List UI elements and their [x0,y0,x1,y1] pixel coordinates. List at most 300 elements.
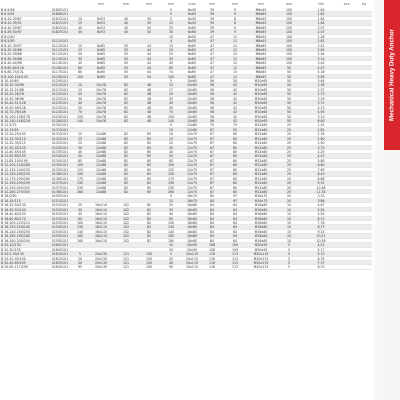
table-cell: 82 [123,172,129,176]
table-cell: M12x80 [254,132,268,136]
table-cell: 6x45 [188,16,196,21]
table-cell: 10x78 [96,92,106,96]
table-cell: 1,62 [317,12,325,16]
table-cell: 16x110 [94,238,108,243]
table-cell: 100 [285,12,293,16]
table-cell: 12 [232,47,238,52]
table-cell: 102 [122,216,130,220]
table-cell: 82 [123,167,129,172]
table-cell: 25 [286,167,292,172]
table-cell: 60 [77,65,83,70]
table-cell: 50 [286,105,292,110]
table-cell: 47 [209,52,215,56]
table-cell: 20x115 [185,265,199,269]
table-cell: 82 [123,141,129,145]
table-cell: 40 [123,30,129,34]
table-cell: 82 [146,238,152,243]
table-cell [114,35,138,38]
table-cell: 116 [208,256,216,260]
table-cell: 55 [123,61,129,65]
table-cell: 25 [286,123,292,127]
table-cell: 116 [208,260,216,265]
table-cell: 20 [77,256,83,260]
product-code: B 8-100-104/145 [1,74,28,78]
table-cell: 82 [123,163,129,167]
table-cell: 01302101 [51,123,69,127]
table-cell: M10x65 [254,110,268,114]
table-cell: 01200101 [51,79,69,83]
table-cell: 4,95 [317,110,325,114]
table-cell: 80 [232,163,238,167]
table-cell: 10x65 [187,79,197,83]
table-cell [138,243,160,246]
table-cell: 64 [232,234,238,238]
table-cell: 01555101 [51,238,69,243]
table-cell: 100 [76,163,84,167]
table-cell: 180 [167,238,175,243]
table-cell: 56 [209,87,215,92]
table-cell: 15 [77,87,83,92]
table-cell: 116 [208,265,216,269]
table-cell: 67 [209,181,215,185]
table-cell: 48 [146,110,152,114]
table-cell: 48 [146,101,152,105]
table-cell: 10 [286,225,292,229]
table-cell: 82 [123,132,129,136]
table-cell: 62 [123,114,129,118]
table-cell: 56 [209,101,215,105]
table-cell: 5,10 [317,114,325,118]
table-cell: 80 [232,150,238,154]
table-cell: 01335101 [51,150,69,154]
table-cell [138,128,160,131]
table-cell: 48 [146,96,152,101]
table-cell: 01620101 [51,260,69,265]
table-cell: M16x80 [254,203,268,207]
product-code: B 10-40-51/126 [1,101,26,105]
table-cell: 67 [209,132,215,136]
table-cell: M10x65 [254,96,268,101]
table-cell: 01515101 [51,203,69,207]
table-cell: 01375101 [51,185,69,189]
table-cell: 84 [209,229,215,234]
table-cell: 100 [285,47,293,52]
table-cell: M12x80 [254,154,268,158]
product-code: B 6-49-50/97 [1,30,22,34]
table-cell: 84 [209,225,215,229]
table-cell: M6x65 [255,12,267,16]
table-cell: 109 [231,247,239,252]
table-cell: 01605101 [51,247,69,252]
table-cell: 12x75 [187,163,197,167]
table-cell: 47 [209,47,215,52]
table-cell: 42 [232,118,238,123]
table-cell: 8,88 [317,176,325,181]
table-cell: 113 [231,260,239,265]
table-cell: 100 [285,16,293,21]
header-cell: mm [231,2,239,6]
table-cell: 20x115 [185,252,199,256]
table-cell: 16x110 [94,221,108,225]
table-cell: 82 [146,207,152,212]
table-cell: 20 [77,141,83,145]
table-cell: 30 [77,145,83,149]
table-cell: 62 [123,83,129,87]
table-cell: 121 [122,256,130,260]
table-cell: 20 [168,52,174,56]
table-cell: 165 [167,234,175,238]
table-cell: 25 [286,172,292,176]
table-cell: 48 [146,105,152,110]
table-cell: M16x80 [254,212,268,216]
table-cell: 8x65 [97,70,105,74]
table-cell: 113 [231,252,239,256]
table-cell: 80 [232,158,238,163]
table-cell: 62 [123,92,129,96]
table-cell: 1,81 [317,127,325,132]
table-cell: 12x75 [187,181,197,185]
table-cell: 102 [122,203,130,207]
table-cell: 16x75 [187,194,197,198]
table-cell: 10 [286,221,292,225]
table-cell: 39 [209,8,215,12]
table-cell: 62 [123,105,129,110]
table-cell: 260 [76,189,84,194]
table-cell: 01815101 [51,16,69,21]
table-cell: M12x80 [254,141,268,145]
table-cell: 10 [286,203,292,207]
table-cell: 140 [76,118,84,123]
table-cell: 8x65 [188,65,196,70]
table-cell: 48 [146,114,152,118]
table-cell: 35 [146,21,152,25]
table-cell: 100 [167,163,175,167]
table-cell: 01115101 [51,43,69,47]
table-cell: 140 [76,229,84,234]
header-cell: mm [97,2,105,6]
side-title: Mechanical Heavy Duty Anchor [388,29,396,121]
table-cell: 3,64 [317,79,325,83]
table-cell: 10x65 [187,101,197,105]
table-cell: 5 [169,123,173,127]
table-cell: 12x88 [96,154,106,158]
table-cell: 01545101 [51,229,69,234]
table-cell: 01505101 [51,194,69,198]
table-cell: 50 [286,118,292,123]
table-cell [72,248,88,251]
table-cell: 6x45 [188,21,196,25]
table-cell: 56 [209,79,215,83]
table-cell [88,123,114,126]
table-cell: 01110101 [51,39,69,43]
table-cell: 01806151 [51,12,69,16]
product-code: B 16-40-60/150 [1,212,26,216]
table-cell: 01315101 [51,132,69,136]
table-cell: 62 [123,101,129,105]
table-cell [72,79,88,82]
table-cell [88,199,114,202]
table-cell: 15 [168,21,174,25]
table-cell: 01540101 [51,225,69,229]
table-cell: 16x80 [187,221,197,225]
table-cell: 6x53 [97,30,105,34]
table-cell: M6x65 [255,25,267,30]
table-cell: M20x95 [254,243,268,247]
table-cell [72,199,88,202]
table-cell: 44 [146,47,152,52]
table-cell: 10 [168,243,174,247]
table-cell: 5 [169,252,173,256]
product-code: B 12-40-55/145 [1,150,26,154]
product-code: B 16-25-50/130 [1,203,26,207]
product-code: B 10-20-26/76 [1,92,24,96]
table-cell [114,248,138,251]
table-cell: 67 [209,185,215,189]
table-cell: 10x78 [96,87,106,92]
table-cell: 50 [286,92,292,96]
table-cell: 125 [167,167,175,172]
table-cell: 5 [169,16,173,21]
product-code: B 10-10/60 [1,79,19,83]
table-cell: 2,90 [317,141,325,145]
table-cell: 20 [77,52,83,56]
table-cell: 56 [209,105,215,110]
table-cell: 01225101 [51,96,69,101]
table-cell: 40 [77,260,83,265]
table-cell: 10 [286,207,292,212]
table-cell: 25 [286,145,292,149]
table-cell [114,12,138,15]
table-cell: 65 [146,141,152,145]
table-cell: 12 [232,56,238,61]
table-cell: 8x65 [97,52,105,56]
table-cell: 01365101 [51,176,69,181]
table-cell: 190 [76,181,84,185]
table-cell: 8x65 [97,65,105,70]
table-cell: 100 [145,265,153,269]
product-code: B 16-0/90 [1,194,17,198]
table-cell: 67 [209,141,215,145]
table-cell: 12x88 [96,181,106,185]
table-cell: 64 [232,229,238,234]
table-cell: 82 [146,203,152,207]
table-cell: 9 [233,12,237,16]
table-cell: 12 [232,52,238,56]
table-cell: 97 [232,198,238,203]
table-cell [88,39,114,42]
product-code: B 8-20-39/66 [1,52,22,56]
product-code: B 6-5/46 [1,8,15,12]
table-cell: 84 [209,216,215,220]
table-cell: 40 [168,260,174,265]
product-code: B 16-15/115 [1,198,21,203]
table-cell: 67 [209,136,215,141]
table-cell: 82 [123,154,129,158]
table-cell: 2,73 [317,92,325,96]
table-cell: 80 [232,176,238,181]
table-cell: 15 [168,43,174,47]
table-cell: 39 [209,30,215,34]
table-cell: 50 [286,74,292,78]
product-code: B 8-5/50 [1,39,15,43]
table-cell: 102 [122,221,130,225]
table-cell: 15 [168,198,174,203]
table-cell: 20 [286,198,292,203]
table-cell: 15 [168,47,174,52]
product-code: B 6-5/92 [1,12,15,16]
table-cell: 50 [286,110,292,114]
table-cell: 20x130 [94,256,108,260]
table-cell: 47 [209,70,215,74]
table-cell: 12x75 [187,189,197,194]
table-cell: 65 [146,158,152,163]
table-cell: 102 [122,212,130,216]
table-cell: M12x80 [254,167,268,172]
product-code: B 12-260-275/355 [1,189,30,194]
table-cell: 25 [286,132,292,136]
table-cell: 20x130 [94,265,108,269]
table-cell: 8x65 [97,43,105,47]
table-cell: 102 [122,229,130,234]
table-cell: 48 [146,87,152,92]
table-cell: 6x53 [97,25,105,30]
table-cell: 50 [77,105,83,110]
product-code: B 10-50-56/126 [1,105,26,110]
table-cell: 95 [168,265,174,269]
table-cell: 20x115 [185,256,199,260]
table-cell: 30 [168,96,174,101]
product-code: B 16-100-120/210 [1,221,30,225]
table-cell: 20 [168,92,174,96]
table-cell [138,123,160,126]
table-cell: 100 [76,74,84,78]
table-cell: 64 [232,203,238,207]
table-cell: 8x50 [188,34,196,39]
table-cell [114,243,138,246]
table-cell: M8x65 [255,52,267,56]
table-cell: 7,65 [317,167,325,172]
table-cell: 01230101 [51,101,69,105]
table-cell: 30 [168,247,174,252]
table-cell: M12x80 [254,181,268,185]
table-cell: 42 [232,87,238,92]
table-cell: 2,38 [317,83,325,87]
table-cell: 6x53 [97,21,105,25]
product-code: B 6-10-35/51 [1,21,22,25]
table-cell: 82 [146,234,152,238]
table-cell: 12 [232,74,238,78]
table-cell: M10x65 [254,105,268,110]
table-cell: 140 [167,118,175,123]
table-cell [48,35,72,38]
table-cell: 2,07 [317,30,325,34]
table-cell: 113 [231,256,239,260]
table-cell: 1,60 [317,8,325,12]
table-cell: 10x78 [96,83,106,87]
table-cell: 01250101 [51,114,69,118]
table-cell: 82 [146,212,152,216]
table-cell: 25 [168,203,174,207]
table-cell: 10x78 [96,110,106,114]
table-cell: M10x65 [254,87,268,92]
table-cell: 15 [77,21,83,25]
table-cell: 01520101 [51,207,69,212]
table-cell: 01215101 [51,87,69,92]
table-cell: 42 [232,110,238,114]
table-cell: 5,55 [317,212,325,216]
table-cell: M16x75 [254,198,268,203]
table-cell: 65 [146,181,152,185]
table-cell: 65 [146,167,152,172]
table-cell: 01310101 [51,127,69,132]
table-cell: 102 [122,234,130,238]
table-cell: 44 [146,56,152,61]
table-cell: 95 [77,265,83,269]
table-cell: 12x88 [96,150,106,154]
table-cell: 20x115 [185,260,199,265]
table-cell: 56 [209,118,215,123]
table-cell: 100 [285,39,293,43]
product-code: B 12-190-205/295 [1,181,30,185]
table-cell: 01160101 [51,65,69,70]
product-code: B 12-30-45/125 [1,145,26,149]
table-cell: 25 [286,127,292,132]
table-cell: 55 [123,52,129,56]
table-cell: 64 [232,216,238,220]
table-cell: 01120101 [51,52,69,56]
table-cell: M10x65 [254,83,268,87]
table-cell: 150 [167,172,175,176]
side-tab [384,0,400,150]
table-cell: 01630101 [51,265,69,269]
table-cell: 12x88 [96,136,106,141]
table-cell: 20x95 [187,243,197,247]
table-cell: 11,34 [316,189,326,194]
table-cell: 100 [145,260,153,265]
table-cell: 25 [286,154,292,158]
table-cell: 12x88 [96,185,106,189]
table-cell: 5 [287,260,291,265]
table-cell: 10 [286,238,292,243]
table-cell: 80 [232,189,238,194]
table-cell: 65 [146,132,152,136]
table-cell: 60 [168,216,174,220]
table-cell: 10x65 [187,118,197,123]
table-cell: 20 [286,181,292,185]
table-cell [72,243,88,246]
table-cell [138,79,160,82]
table-cell: 100 [285,30,293,34]
table-cell: 47 [209,56,215,61]
product-code: B 10-70-76/146 [1,110,26,114]
table-cell: M16x80 [254,229,268,234]
table-cell: 44 [146,43,152,47]
table-cell: 01825101 [51,25,69,30]
table-cell: 30 [77,207,83,212]
table-cell: 12x75 [187,172,197,176]
table-cell: 10 [286,229,292,234]
table-cell: 6x65 [188,12,196,16]
table-cell: 01815151 [51,21,69,25]
product-code: B 20-40-65/205 [1,260,26,265]
table-cell: 40 [168,61,174,65]
table-cell: 12x75 [187,185,197,189]
table-cell: 10 [77,132,83,136]
table-cell: M16x80 [254,207,268,212]
table-cell: 12x75 [187,154,197,158]
table-cell: 55 [123,43,129,47]
table-cell: 50 [146,25,152,30]
